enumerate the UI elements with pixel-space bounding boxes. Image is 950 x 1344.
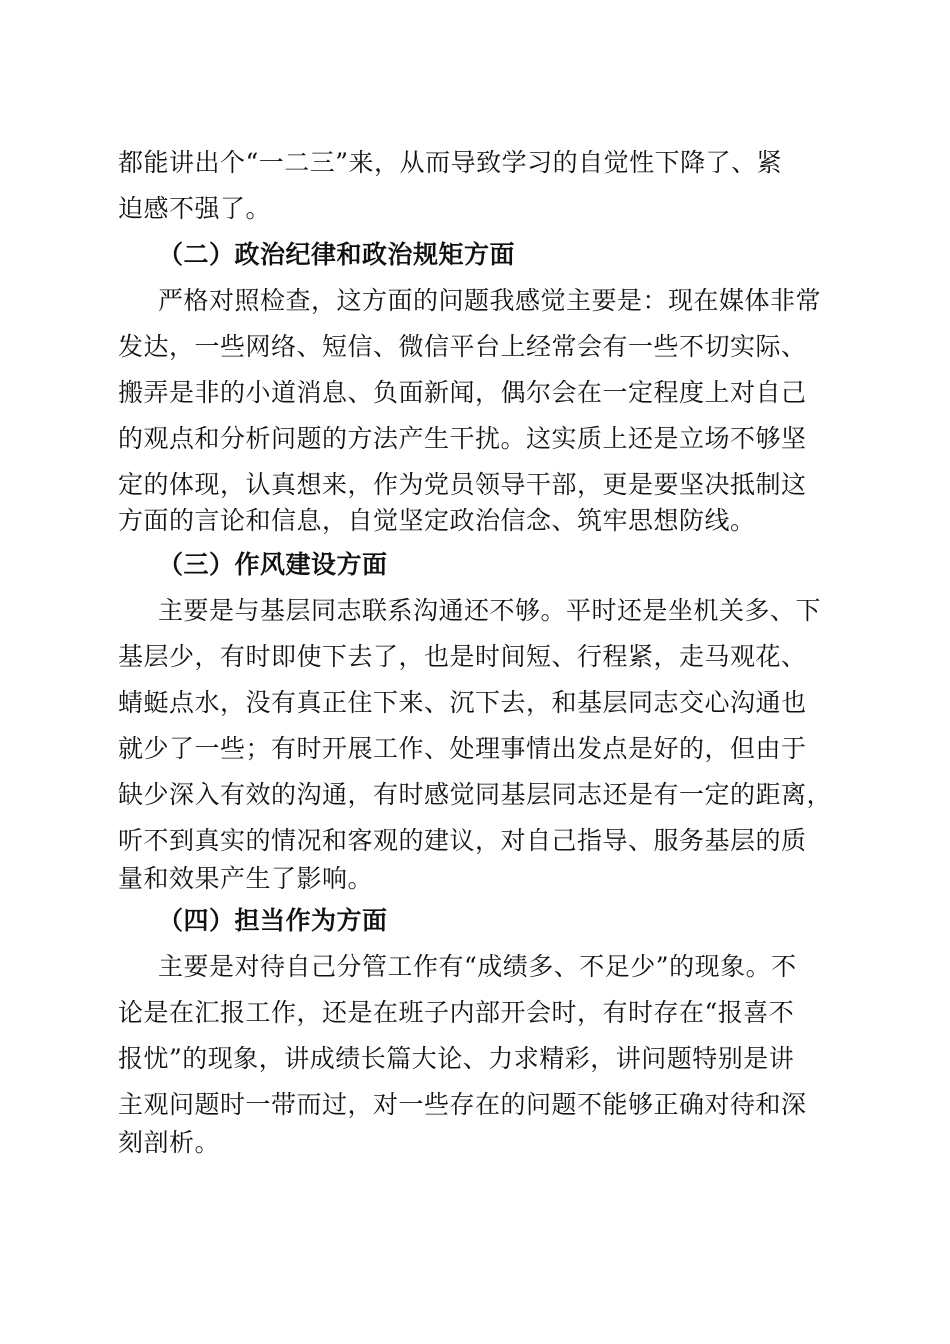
text-line: 刻剖析。: [118, 1128, 221, 1157]
text-line: 严格对照检查，这方面的问题我感觉主要是：现在媒体非常: [158, 286, 822, 315]
text-line: 基层少，有时即使下去了，也是时间短、行程紧，走马观花、: [118, 642, 807, 671]
text-line: 主要是与基层同志联系沟通还不够。平时还是坐机关多、下: [158, 596, 822, 625]
text-line: 报忧”的现象，讲成绩长篇大论、力求精彩，讲问题特别是讲: [118, 1044, 795, 1073]
text-line: 主要是对待自己分管工作有“成绩多、不足少”的现象。不: [158, 952, 797, 981]
text-line: 蜻蜓点水，没有真正住下来、沉下去，和基层同志交心沟通也: [118, 688, 807, 717]
section-heading-3: （三）作风建设方面: [158, 550, 388, 579]
section-heading-2: （二）政治纪律和政治规矩方面: [158, 240, 516, 269]
text-line: 的观点和分析问题的方法产生干扰。这实质上还是立场不够坚: [118, 424, 807, 453]
text-line: 迫感不强了。: [118, 194, 272, 223]
text-line: 量和效果产生了影响。: [118, 864, 374, 893]
text-line: 搬弄是非的小道消息、负面新闻，偶尔会在一定程度上对自己: [118, 378, 807, 407]
section-heading-4: （四）担当作为方面: [158, 906, 388, 935]
text-line: 就少了一些；有时开展工作、处理事情出发点是好的，但由于: [118, 734, 807, 763]
text-line: 论是在汇报工作，还是在班子内部开会时，有时存在“报喜不: [118, 998, 795, 1027]
text-line: 主观问题时一带而过，对一些存在的问题不能够正确对待和深: [118, 1090, 807, 1119]
text-line: 方面的言论和信息，自觉坚定政治信念、筑牢思想防线。: [118, 506, 756, 535]
text-line: 发达，一些网络、短信、微信平台上经常会有一些不切实际、: [118, 332, 807, 361]
text-line: 听不到真实的情况和客观的建议，对自己指导、服务基层的质: [118, 826, 807, 855]
text-line: 都能讲出个“一二三”来，从而导致学习的自觉性下降了、紧: [118, 148, 783, 177]
text-line: 定的体现，认真想来，作为党员领导干部，更是要坚决抵制这: [118, 470, 807, 499]
text-line: 缺少深入有效的沟通，有时感觉同基层同志还是有一定的距离，: [118, 780, 833, 809]
